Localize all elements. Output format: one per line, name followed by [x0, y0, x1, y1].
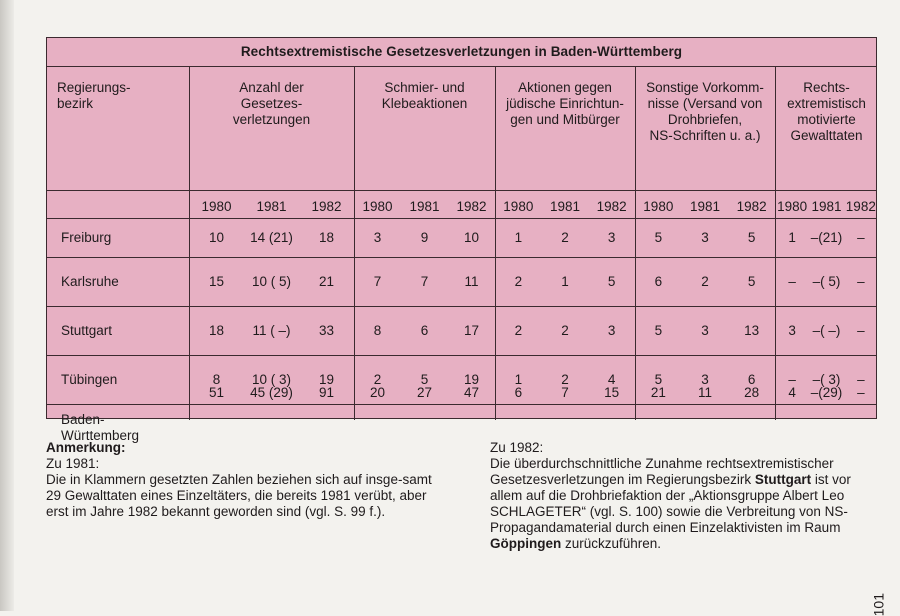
table-cell: –: [857, 385, 865, 400]
year-label: 1981: [811, 199, 842, 214]
table-cell: –: [788, 371, 796, 387]
table-cell: 21: [318, 273, 335, 289]
year-label: 1982: [845, 199, 876, 214]
table-rule-h: [47, 404, 876, 405]
page-number: 101: [870, 593, 886, 616]
table-cell: 10 ( 3): [251, 371, 292, 387]
table-rule-h: [47, 66, 876, 67]
row-label: Tübingen: [61, 371, 118, 387]
table-cell: 6: [420, 322, 429, 338]
table-cell: 10: [208, 229, 225, 245]
row-label: Karlsruhe: [61, 273, 119, 289]
table-cell: –: [788, 273, 796, 289]
table-cell: 5: [747, 229, 756, 245]
table-cell: 2: [701, 273, 709, 289]
row-label: Baden- Württemberg: [61, 412, 140, 443]
table-cell: 28: [744, 385, 760, 400]
year-label: 1980: [362, 199, 393, 214]
table-cell: 1: [561, 273, 569, 289]
table-cell: 5: [747, 273, 756, 289]
table-cell: 91: [318, 385, 335, 400]
table-cell: 7: [373, 273, 382, 289]
year-label: 1981: [256, 199, 287, 214]
table-cell: 17: [463, 322, 480, 338]
table-cell: 8: [212, 371, 221, 387]
table-cell: 15: [604, 385, 620, 400]
year-label: 1982: [596, 199, 627, 214]
note-right: [490, 440, 882, 552]
table-cell: 5: [654, 322, 663, 338]
table-cell: 18: [208, 322, 225, 338]
table-cell: 2: [514, 273, 523, 289]
table-cell: –: [857, 371, 865, 387]
year-label: 1981: [689, 199, 721, 214]
year-label: 1982: [311, 199, 342, 214]
table-cell: –( 3): [812, 371, 841, 387]
table-cell: 20: [369, 385, 386, 400]
note-1982-bold-goeppingen: Göppingen: [490, 536, 562, 551]
table-cell: 19: [318, 371, 335, 387]
table-cell: 2: [561, 322, 569, 338]
table-cell: 3: [701, 229, 709, 245]
table-cell: 10 ( 5): [251, 273, 292, 289]
note-1982-text-b: ist vor allem auf die Drohbriefaktion der „Aktionsgruppe Albert Leo SCHLAGETER“ (vgl. S. 100) sowie die Verbreitung von NS-Propagandamaterial durch einen Einzelaktivisten im Raum: [490, 472, 851, 535]
column-header: Aktionen gegen jüdische Einrichtun- gen und Mitbürger: [506, 80, 624, 127]
table-cell: 45 (29): [250, 385, 293, 400]
note-1981-text: Die in Klammern gesetzten Zahlen beziehen sich auf insge-samt 29 Gewalttaten eines Einzeltäters, die bereits 1981 verübt, aber erst im Jahre 1982 bekannt geworden sind (vgl. S. 99 f.).: [46, 472, 432, 519]
table-rule-h: [47, 306, 876, 307]
table-cell: 3: [373, 229, 382, 245]
row-label: Freiburg: [61, 229, 112, 245]
table-cell: 3: [607, 229, 616, 245]
table-cell: –: [857, 229, 865, 245]
table-cell: 5: [607, 273, 616, 289]
table-title: Rechtsextremistische Gesetzesverletzungen in Baden-Württemberg: [240, 44, 683, 59]
column-header: Regierungs- bezirk: [57, 80, 131, 111]
table-cell: 5: [654, 371, 663, 387]
table-cell: 3: [788, 322, 796, 338]
note-1982-text-a: Die überdurchschnittliche Zunahme rechtsextremistischer Gesetzesverletzungen im Regierungsbezirk: [490, 456, 834, 487]
year-label: 1980: [643, 199, 674, 214]
table-cell: –: [857, 273, 865, 289]
table-cell: 4: [788, 385, 796, 400]
table-cell: 11 ( –): [252, 322, 291, 338]
table-cell: –: [857, 322, 865, 338]
note-left: [46, 440, 436, 520]
table-cell: 6: [514, 385, 523, 400]
table-cell: 2: [514, 322, 523, 338]
note-1982-text-c: zurückzuführen.: [561, 536, 662, 551]
year-label: 1980: [777, 199, 808, 214]
note-1982-text: [490, 456, 882, 552]
table-cell: 33: [318, 322, 335, 338]
year-label: 1981: [549, 199, 581, 214]
table-cell: 7: [561, 385, 569, 400]
table-cell: 1: [514, 229, 523, 245]
note-1981-heading: Zu 1981:: [46, 456, 100, 471]
table-cell: 21: [650, 385, 666, 400]
column-header: Schmier- und Klebeaktionen: [381, 80, 468, 111]
table-cell: 6: [747, 371, 756, 387]
table-cell: 10: [463, 229, 480, 245]
table-cell: 51: [208, 385, 225, 400]
table-cell: 7: [420, 273, 429, 289]
table-cell: 2: [373, 371, 382, 387]
column-header: Anzahl der Gesetzes- verletzungen: [232, 80, 311, 127]
table-cell: 18: [318, 229, 335, 245]
table-rule-h: [47, 257, 876, 258]
table-cell: 27: [416, 385, 433, 400]
table-cell: 11: [697, 385, 712, 400]
table-rule-h: [47, 218, 876, 219]
table-cell: –(29): [810, 385, 843, 400]
year-label: 1982: [736, 199, 767, 214]
note-1982-heading: Zu 1982:: [490, 440, 544, 455]
table-cell: 47: [463, 385, 480, 400]
row-label: Stuttgart: [61, 322, 113, 338]
table-cell: –(21): [810, 229, 843, 245]
table-cell: 14 (21): [250, 229, 293, 245]
year-label: 1981: [409, 199, 440, 214]
table-cell: 19: [463, 371, 480, 387]
table-cell: –( –): [812, 322, 841, 338]
table-cell: 6: [654, 273, 663, 289]
column-header: Rechts- extremistisch motivierte Gewalttaten: [787, 80, 866, 143]
table-cell: 5: [654, 229, 663, 245]
table-cell: 5: [420, 371, 429, 387]
table-cell: 2: [561, 229, 569, 245]
table-cell: 2: [561, 371, 569, 387]
year-label: 1980: [503, 199, 534, 214]
table-cell: 3: [701, 322, 709, 338]
table-cell: 8: [373, 322, 382, 338]
table-cell: 3: [607, 322, 616, 338]
note-heading: Anmerkung:: [46, 440, 126, 455]
statistics-table: [46, 37, 877, 443]
table-rule-h: [47, 355, 876, 356]
year-label: 1980: [201, 199, 232, 214]
table-cell: 1: [514, 371, 523, 387]
table-cell: 4: [607, 371, 616, 387]
page-binding-edge: [0, 0, 14, 611]
table-cell: 15: [208, 273, 225, 289]
year-label: 1982: [456, 199, 487, 214]
table-cell: 11: [464, 273, 479, 289]
table-cell: 13: [744, 322, 760, 338]
note-1982-bold-stuttgart: Stuttgart: [754, 472, 812, 487]
table-rule-h: [47, 190, 876, 191]
table-cell: 9: [420, 229, 429, 245]
column-header: Sonstige Vorkomm- nisse (Versand von Drohbriefen, NS-Schriften u. a.): [646, 80, 764, 143]
table-cell: 3: [701, 371, 709, 387]
table-cell: 1: [788, 229, 796, 245]
table-cell: –( 5): [812, 273, 841, 289]
